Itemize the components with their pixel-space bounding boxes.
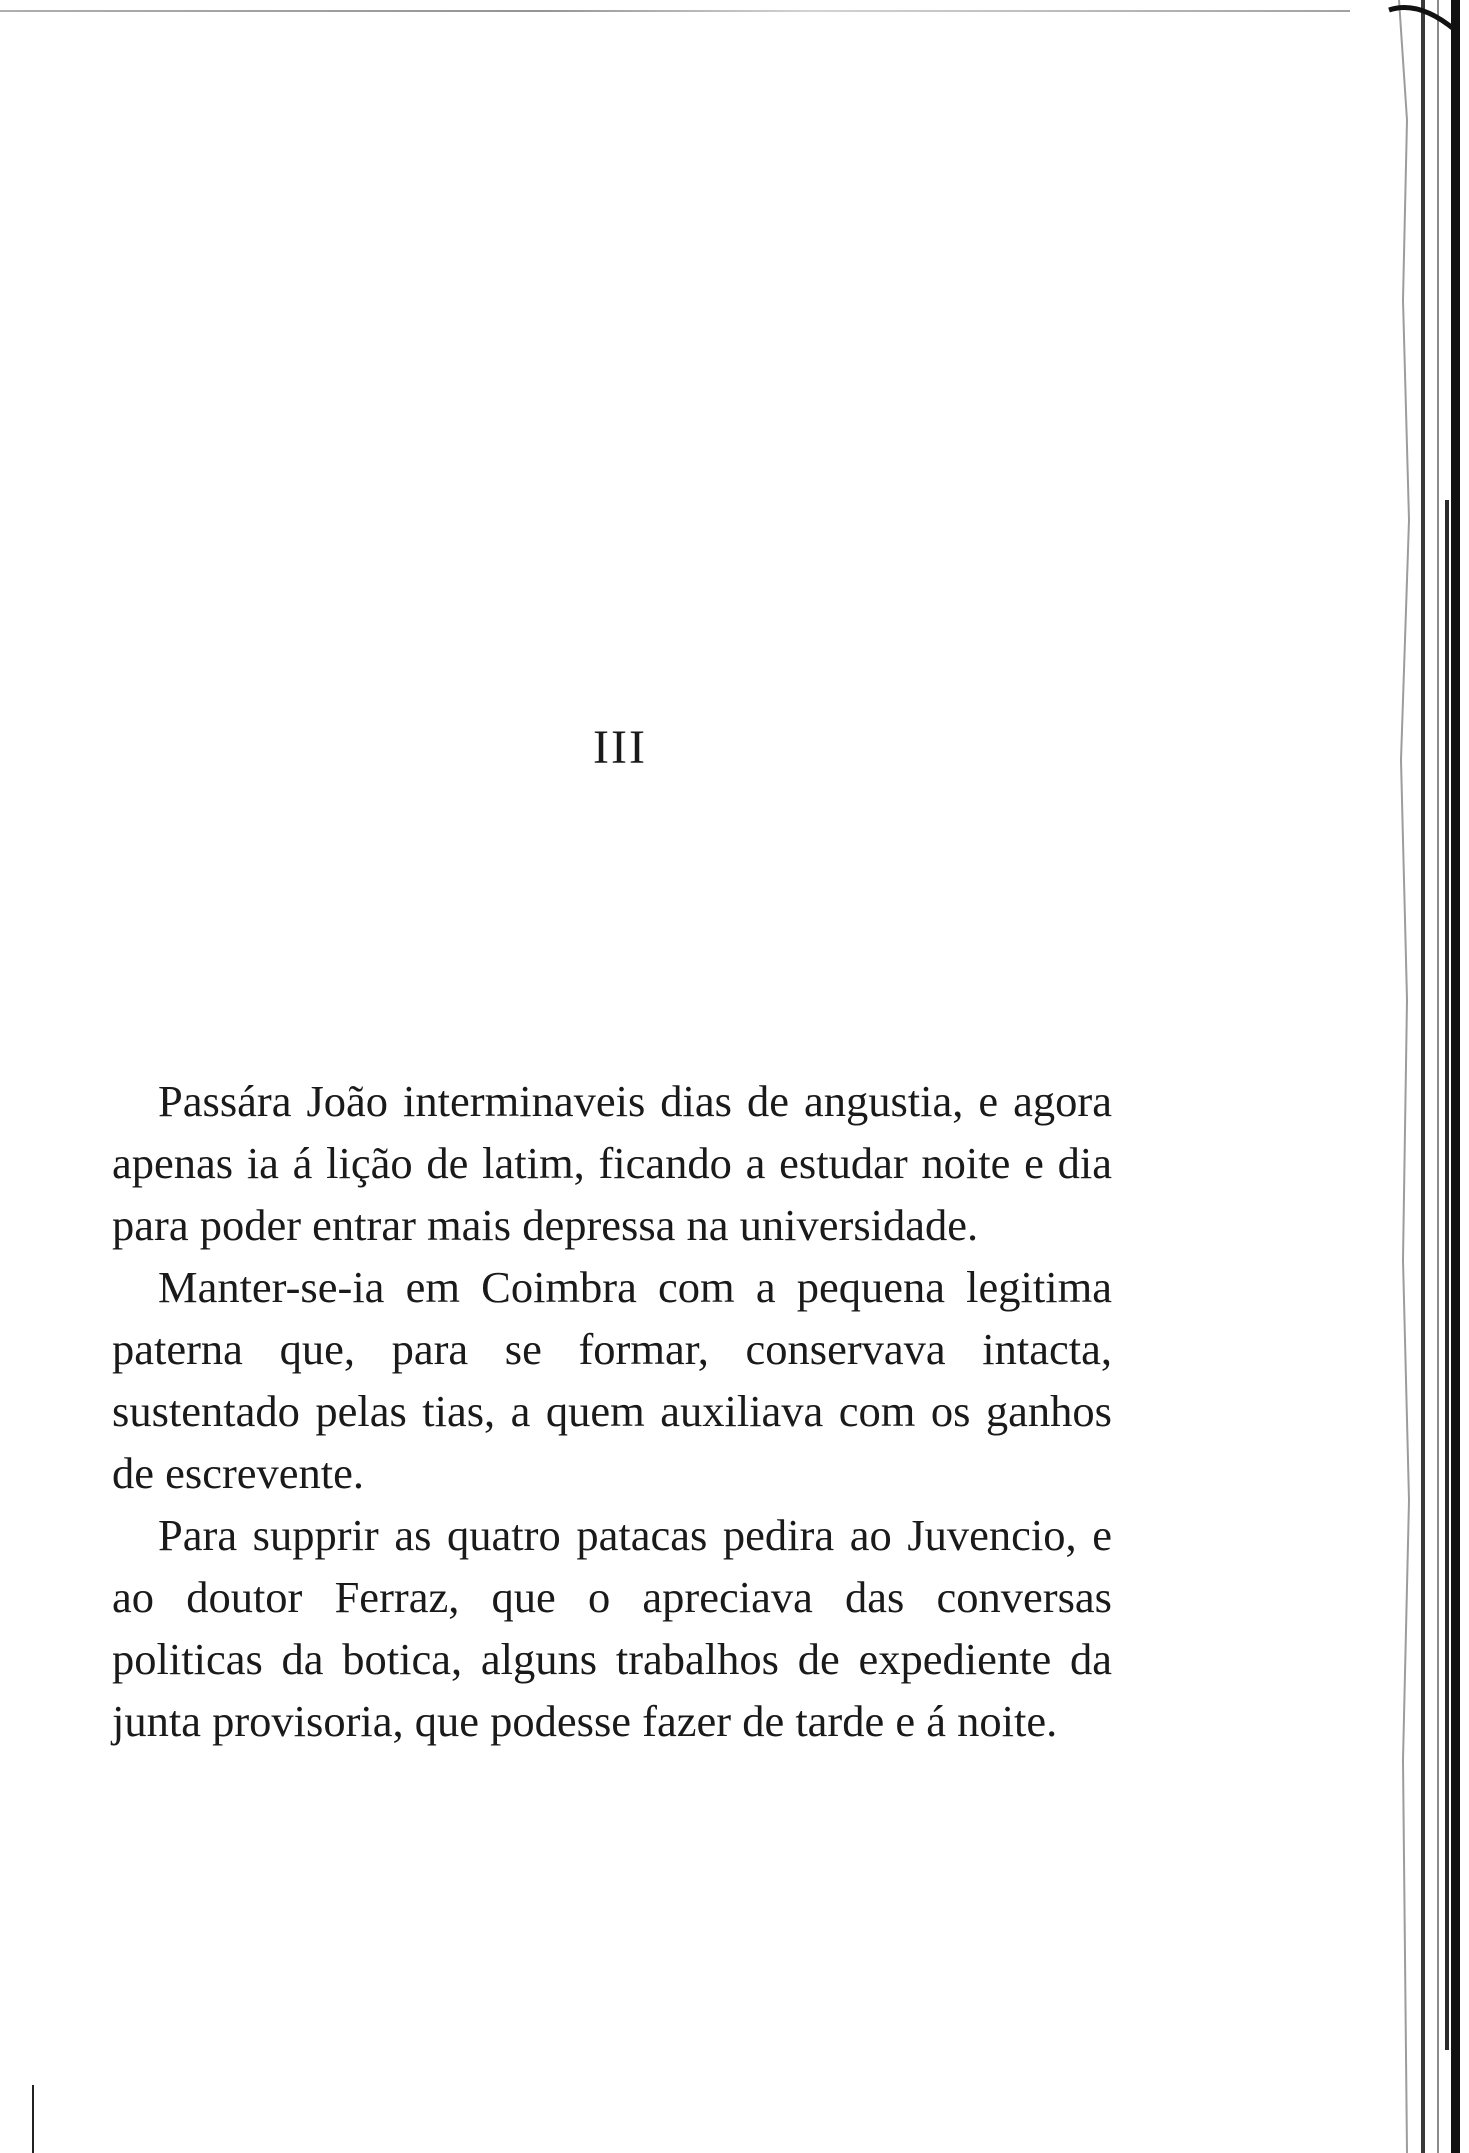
- book-spine-edge: [1359, 0, 1469, 2153]
- chapter-heading: III: [593, 721, 647, 774]
- paragraph-1: [112, 1070, 1112, 1256]
- paragraph-1-text: Passára João interminaveis dias de angustia, e agora apenas ia á lição de latim, ficando a estudar noite e dia para poder entrar mais depressa na universidade.: [112, 1076, 1112, 1250]
- paragraph-2-text: Manter-se-ia em Coimbra com a pequena legitima paterna que, para se formar, conservava intacta, sustentado pelas tias, a quem auxiliava com os ganhos de escrevente.: [112, 1262, 1112, 1498]
- paragraph-2: [112, 1256, 1112, 1504]
- scan-margin-mark: [32, 2085, 34, 2153]
- scan-top-edge: [0, 10, 1350, 12]
- paragraph-3: [112, 1504, 1112, 1752]
- paragraph-3-text: Para supprir as quatro patacas pedira ao Juvencio, e ao doutor Ferraz, que o apreciava das conversas politicas da botica, alguns trabalhos de expediente da junta provisoria, que podesse fazer de tarde e á noite.: [112, 1510, 1112, 1746]
- body-text: [112, 1070, 1112, 1752]
